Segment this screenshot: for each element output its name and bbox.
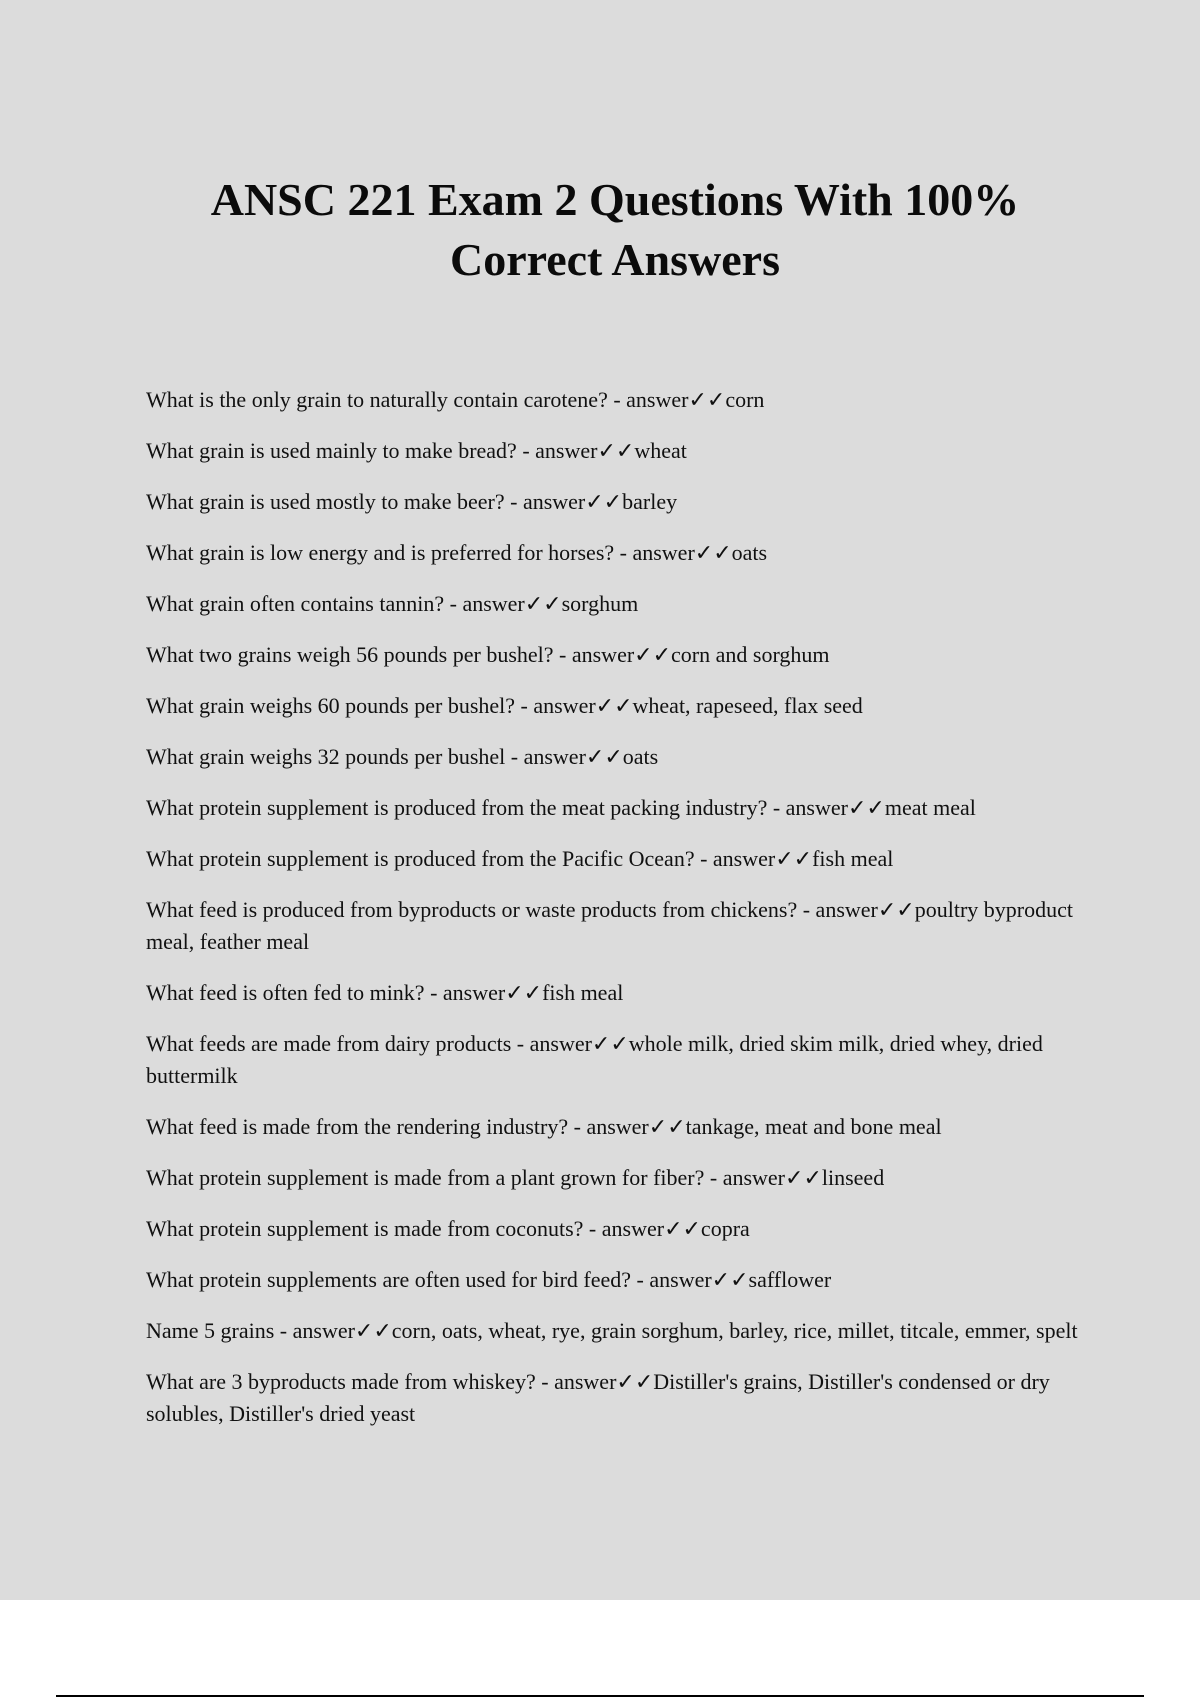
qa-item: What protein supplement is made from coconuts? - answer✓✓copra [146, 1216, 750, 1241]
qa-item: What protein supplements are often used for bird feed? - answer✓✓safflower [146, 1267, 832, 1292]
qa-item: What grain weighs 32 pounds per bushel - answer✓✓oats [146, 744, 659, 769]
qa-item: What grain is low energy and is preferred for horses? - answer✓✓oats [146, 540, 768, 565]
qa-item: What grain is used mainly to make bread? - answer✓✓wheat [146, 438, 687, 463]
document-title-line-2: Correct Answers [450, 234, 780, 285]
qa-item: What feed is often fed to mink? - answer✓✓fish meal [146, 980, 624, 1005]
qa-item: What grain weighs 60 pounds per bushel? - answer✓✓wheat, rapeseed, flax seed [146, 693, 863, 718]
question-answer-list [146, 384, 1086, 1449]
qa-item: What grain often contains tannin? - answer✓✓sorghum [146, 591, 639, 616]
qa-item: What protein supplement is made from a plant grown for fiber? - answer✓✓linseed [146, 1165, 885, 1190]
document-title [110, 170, 1120, 290]
qa-item: What feed is produced from byproducts or waste products from chickens? - answer✓✓poultry byproduct meal, feather meal [146, 897, 1073, 954]
document-title-line-1: ANSC 221 Exam 2 Questions With 100% [210, 174, 1020, 225]
qa-item: What is the only grain to naturally contain carotene? - answer✓✓corn [146, 387, 765, 412]
qa-item: What two grains weigh 56 pounds per bushel? - answer✓✓corn and sorghum [146, 642, 830, 667]
qa-item: What feeds are made from dairy products - answer✓✓whole milk, dried skim milk, dried whey, dried buttermilk [146, 1031, 1043, 1088]
qa-item: What protein supplement is produced from the Pacific Ocean? - answer✓✓fish meal [146, 846, 894, 871]
footer-divider [56, 1695, 1144, 1697]
qa-item: What grain is used mostly to make beer? - answer✓✓barley [146, 489, 678, 514]
qa-item: Name 5 grains - answer✓✓corn, oats, wheat, rye, grain sorghum, barley, rice, millet, titcale, emmer, spelt [146, 1318, 1078, 1343]
qa-item: What feed is made from the rendering industry? - answer✓✓tankage, meat and bone meal [146, 1114, 942, 1139]
qa-item: What are 3 byproducts made from whiskey? - answer✓✓Distiller's grains, Distiller's condensed or dry solubles, Distiller's dried yeast [146, 1369, 1050, 1426]
qa-item: What protein supplement is produced from the meat packing industry? - answer✓✓meat meal [146, 795, 976, 820]
